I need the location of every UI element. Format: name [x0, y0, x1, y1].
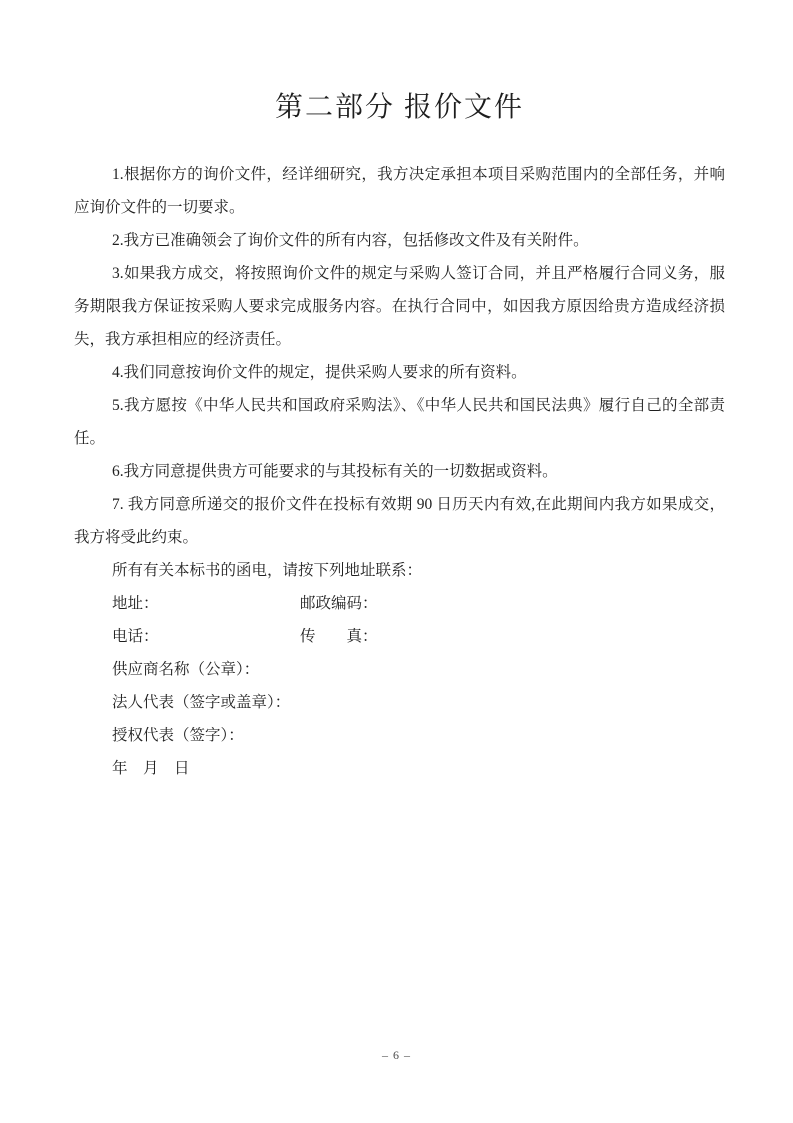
- date-label: 年 月 日: [112, 760, 190, 777]
- phone-label: 电话：: [112, 628, 159, 645]
- document-body: [74, 158, 725, 785]
- page-title: 第二部分 报价文件: [274, 92, 524, 123]
- legal-representative-label: 法人代表（签字或盖章）：: [112, 694, 291, 711]
- fax-label: 传 真：: [300, 628, 378, 645]
- authorized-representative-line: [74, 719, 725, 752]
- authorized-representative-label: 授权代表（签字）：: [112, 727, 244, 744]
- supplier-name-label: 供应商名称（公章）：: [112, 661, 260, 678]
- paragraph-5: 5.我方愿按《中华人民共和国政府采购法》、《中华人民共和国民法典》履行自己的全部责任。: [74, 397, 725, 447]
- contact-row-address-postal: [74, 587, 725, 620]
- paragraph-6: 6.我方同意提供贵方可能要求的与其投标有关的一切数据或资料。: [112, 463, 558, 480]
- address-label: 地址：: [112, 595, 159, 612]
- postal-code-label: 邮政编码：: [300, 595, 378, 612]
- paragraph-1: 1.根据你方的询价文件，经详细研究，我方决定承担本项目采购范围内的全部任务，并响应询价文件的一切要求。: [74, 166, 725, 216]
- contact-row-phone-fax: [74, 620, 725, 653]
- paragraph-4: 4.我们同意按询价文件的规定，提供采购人要求的所有资料。: [112, 364, 527, 381]
- supplier-name-line: [74, 653, 725, 686]
- contact-intro-line: 所有有关本标书的函电，请按下列地址联系：: [112, 562, 423, 579]
- legal-representative-line: [74, 686, 725, 719]
- paragraph-2: 2.我方已准确领会了询价文件的所有内容，包括修改文件及有关附件。: [112, 232, 589, 249]
- paragraph-7: 7. 我方同意所递交的报价文件在投标有效期 90 日历天内有效,在此期间内我方如果成交，我方将受此约束。: [74, 496, 725, 546]
- paragraph-3: 3.如果我方成交，将按照询价文件的规定与采购人签订合同，并且严格履行合同义务，服务期限我方保证按采购人要求完成服务内容。在执行合同中，如因我方原因给贵方造成经济损失，我方承担相应的经济责任。: [74, 265, 725, 348]
- page-number: – 6 –: [382, 1048, 411, 1062]
- date-line: [74, 752, 725, 785]
